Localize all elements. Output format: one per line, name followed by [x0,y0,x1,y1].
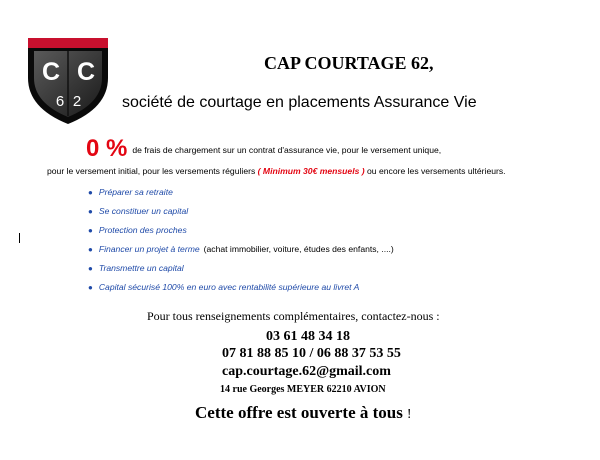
list-item [88,278,568,297]
logo-letter-right: C [76,58,96,86]
closing-text: Cette offre est ouverte à tous [195,403,403,422]
bullet-icon: ● [88,226,93,235]
company-tagline: société de courtage en placements Assurance Vie [122,94,477,111]
bullet-icon: ● [88,264,93,273]
offer-line-2 [47,166,506,176]
list-item [88,221,568,240]
zero-percent-highlight: 0 % [86,135,128,162]
bullet-icon: ● [88,283,93,292]
benefit-text: Capital sécurisé 100% en euro avec rentabilité supérieure au livret A [98,282,360,292]
benefit-text: Se constituer un capital [98,206,189,216]
benefit-note: (achat immobilier, voiture, études des enfants, ....) [203,244,394,254]
benefit-text: Transmettre un capital [98,263,184,273]
closing-statement [195,403,412,423]
bullet-icon: ● [88,245,93,254]
benefit-text: Financer un projet à terme [98,244,200,254]
logo-number-right: 2 [72,93,82,110]
offer-line-2-start: pour le versement initial, pour les versements réguliers [47,166,256,176]
list-item [88,202,568,221]
offer-line-1-text: de frais de chargement sur un contrat d'assurance vie, pour le versement unique, [132,145,442,155]
benefits-list [88,183,568,297]
list-item [88,183,568,202]
benefit-text: Protection des proches [98,225,187,235]
minimum-monthly-highlight: ( Minimum 30€ mensuels ) [257,166,365,176]
phone-number-landline: 03 61 48 34 18 [266,329,350,344]
closing-exclamation: ! [406,407,412,422]
logo-letter-left: C [41,58,61,86]
list-item [88,259,568,278]
cap-courtage-logo [26,36,110,126]
bullet-icon: ● [88,188,93,197]
contact-email: cap.courtage.62@gmail.com [222,364,391,379]
contact-intro: Pour tous renseignements complémentaires, contactez-nous : [147,309,440,323]
offer-line-2-end: ou encore les versements ultérieurs. [367,166,506,176]
phone-numbers-mobile: 07 81 88 85 10 / 06 88 37 53 55 [222,346,401,361]
bullet-icon: ● [88,207,93,216]
list-item [88,240,568,259]
text-cursor-mark [19,233,20,243]
postal-address: 14 rue Georges MEYER 62210 AVION [220,384,386,395]
company-name: CAP COURTAGE 62, [264,53,434,73]
logo-number-left: 6 [55,93,65,110]
shield-red-bar [28,38,108,48]
offer-line-1 [86,135,441,163]
benefit-text: Préparer sa retraite [98,187,173,197]
